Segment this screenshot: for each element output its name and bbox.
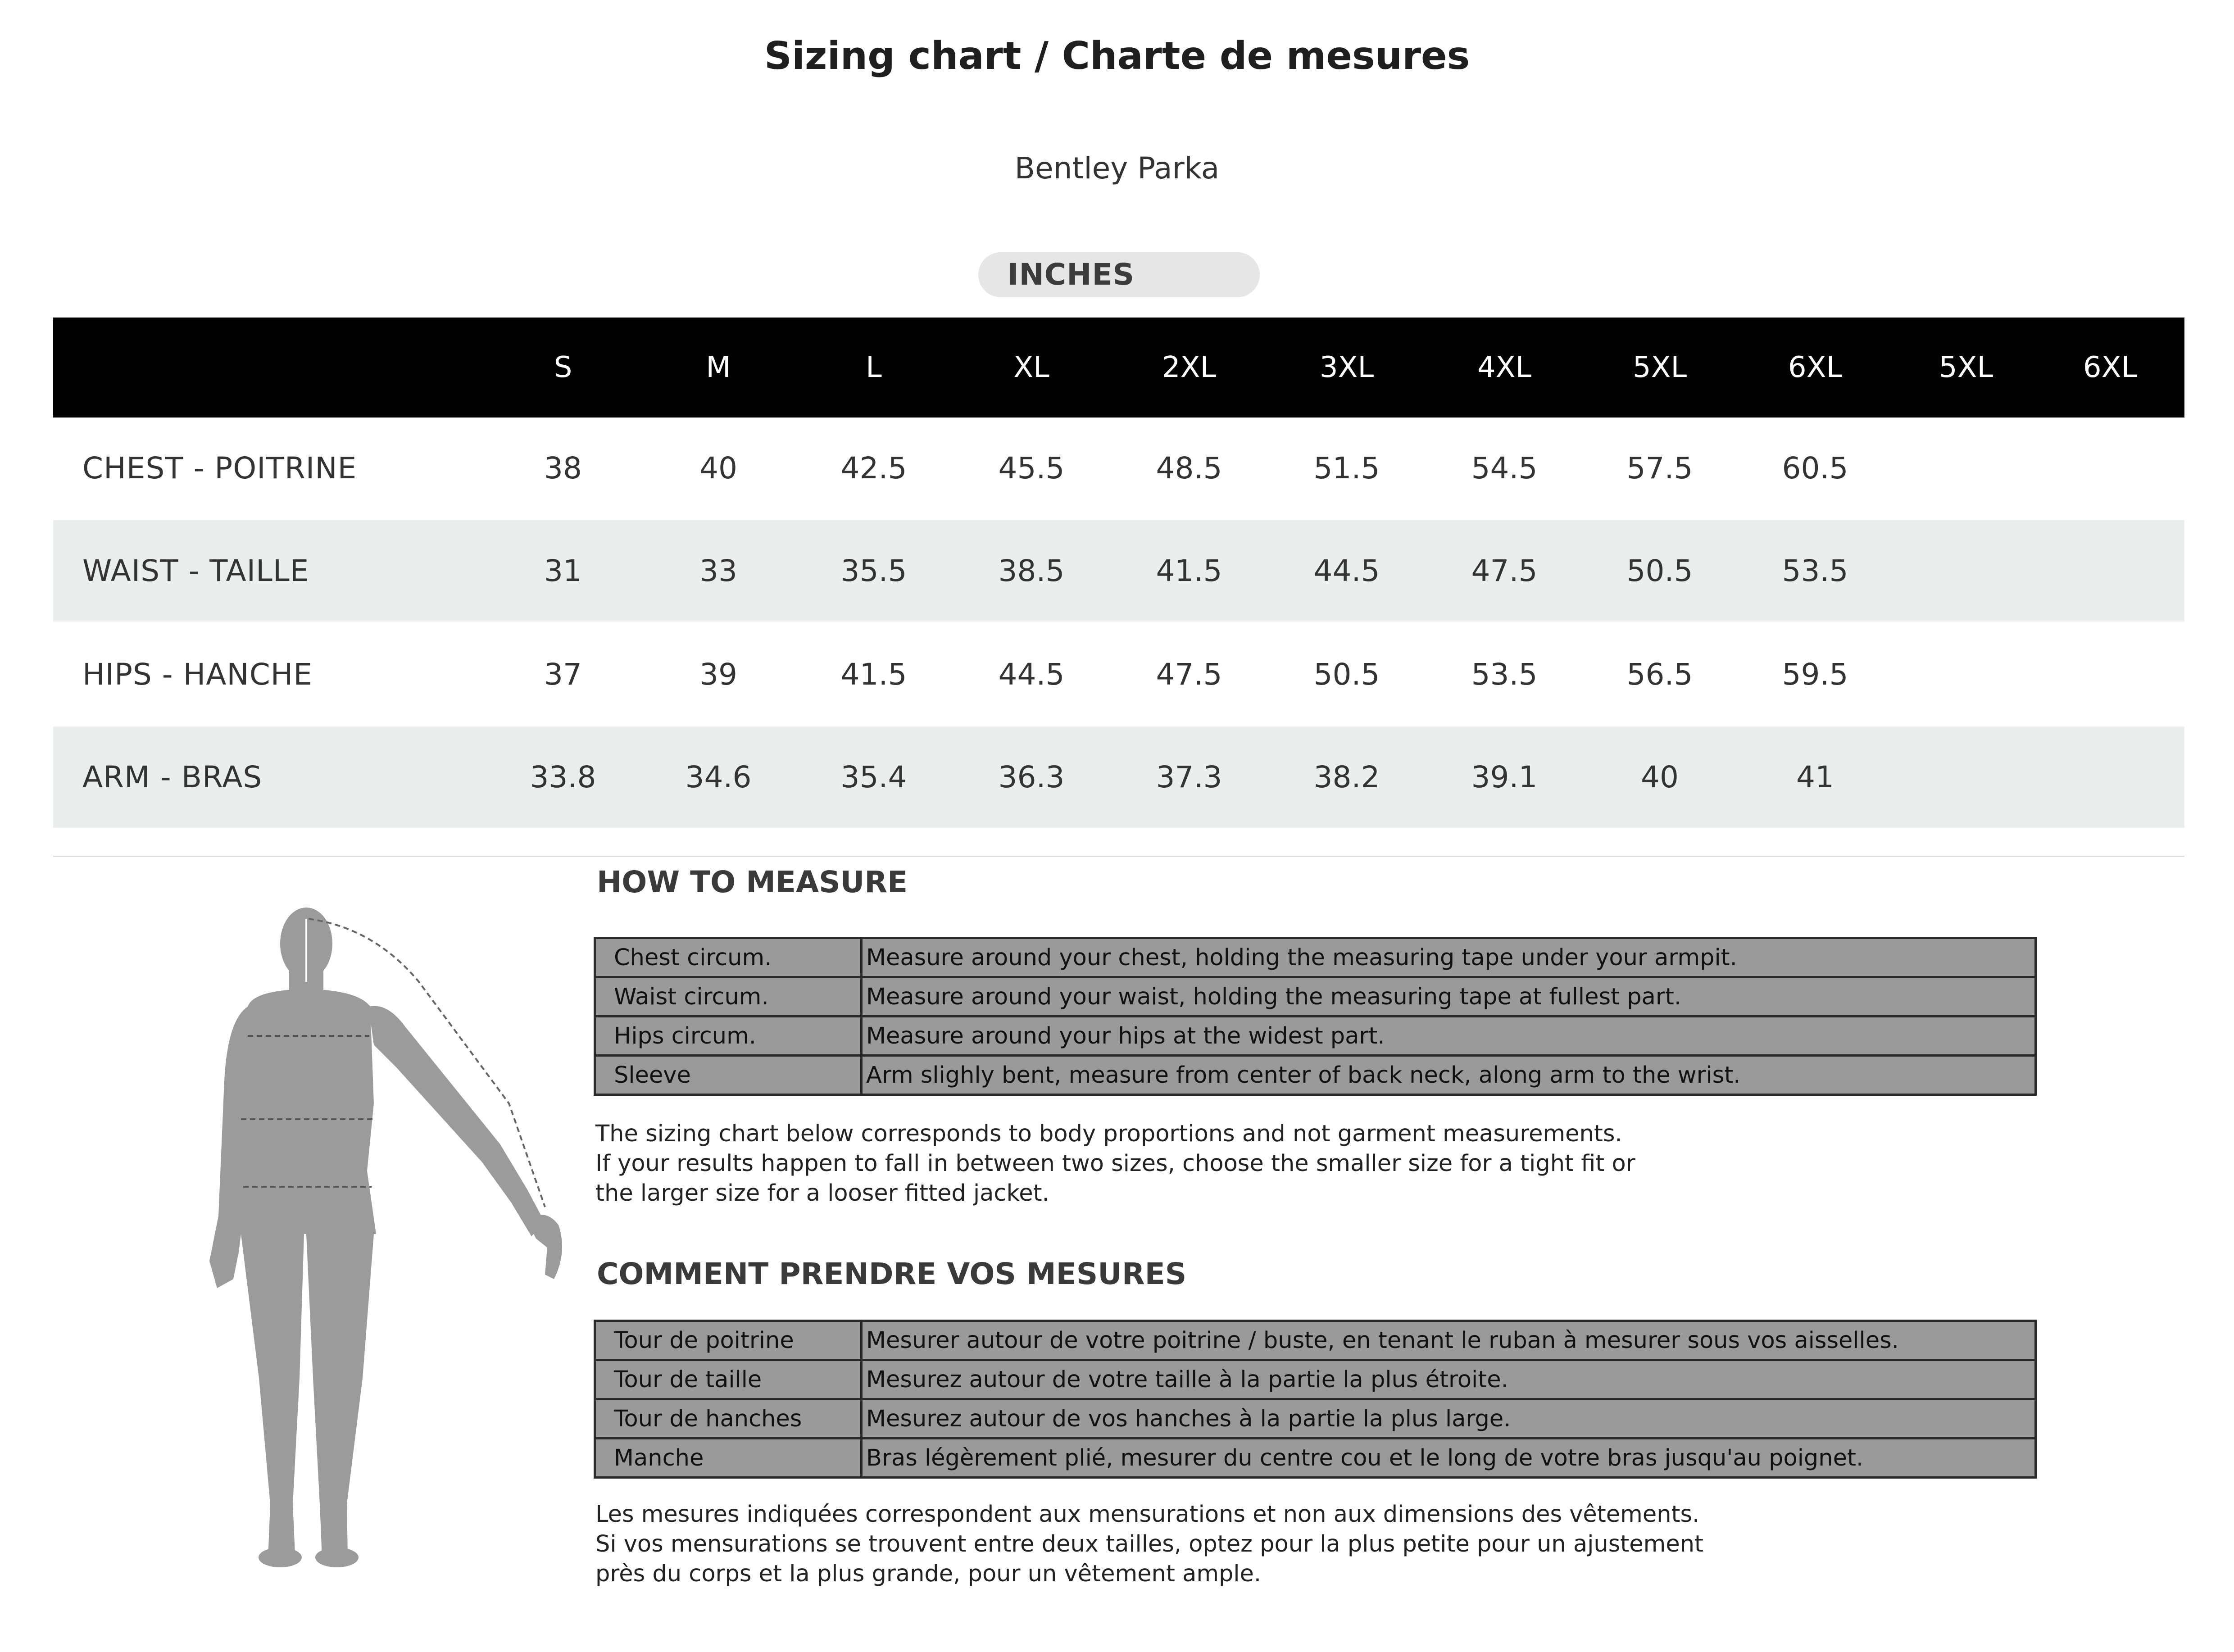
- measure-label: Tour de hanches: [595, 1399, 862, 1439]
- table-cell: 54.5: [1471, 451, 1538, 486]
- table-row: [595, 977, 2036, 1017]
- table-cell: 53.5: [1471, 657, 1538, 692]
- page-title: Sizing chart / Charte de mesures: [764, 34, 1470, 78]
- table-cell: 50.5: [1313, 657, 1380, 692]
- table-cell: 36.3: [998, 760, 1065, 794]
- measure-desc: Measure around your hips at the widest part.: [862, 1017, 2036, 1056]
- table-cell: 47.5: [1471, 554, 1538, 588]
- how-to-measure-title: HOW TO MEASURE: [597, 865, 908, 899]
- table-cell: 41: [1796, 760, 1834, 794]
- row-label-hips: HIPS - HANCHE: [82, 657, 313, 692]
- measure-label: Waist circum.: [595, 977, 862, 1017]
- note-line: près du corps et la plus grande, pour un vêtement ample.: [595, 1561, 1262, 1587]
- table-cell: 44.5: [1313, 554, 1380, 588]
- measure-label: Sleeve: [595, 1056, 862, 1095]
- measure-desc: Mesurer autour de votre poitrine / buste, en tenant le ruban à mesurer sous vos aisselles.: [862, 1321, 2036, 1360]
- table-row-arm: [53, 726, 2184, 828]
- table-row: [595, 938, 2036, 977]
- size-header-6xl-extra: 6XL: [2083, 351, 2138, 384]
- measure-desc: Mesurez autour de votre taille à la partie la plus étroite.: [862, 1360, 2036, 1399]
- table-cell: 59.5: [1782, 657, 1848, 692]
- table-cell: 31: [544, 554, 582, 588]
- row-label-waist: WAIST - TAILLE: [82, 554, 309, 588]
- size-header-4xl: 4XL: [1477, 351, 1532, 384]
- how-to-measure-note: [595, 1119, 1992, 1208]
- table-row: [595, 1017, 2036, 1056]
- how-to-measure-table: [594, 937, 2037, 1096]
- unit-label: INCHES: [1008, 257, 1135, 292]
- table-cell: 33.8: [530, 760, 596, 794]
- table-cell: 38.5: [998, 554, 1065, 588]
- table-cell: 37.3: [1156, 760, 1222, 794]
- measure-desc: Mesurez autour de vos hanches à la partie la plus large.: [862, 1399, 2036, 1439]
- size-header-5xl: 5XL: [1632, 351, 1687, 384]
- size-header-6xl: 6XL: [1788, 351, 1843, 384]
- size-header-s: S: [554, 351, 572, 384]
- table-cell: 45.5: [998, 451, 1065, 486]
- row-label-arm: ARM - BRAS: [82, 760, 263, 794]
- note-line: Les mesures indiquées correspondent aux mensurations et non aux dimensions des vêtements.: [595, 1501, 1700, 1528]
- note-line: If your results happen to fall in between two sizes, choose the smaller size for a tight fit or: [595, 1150, 1635, 1177]
- table-cell: 53.5: [1782, 554, 1848, 588]
- table-row: [595, 1321, 2036, 1360]
- table-cell: 39.1: [1471, 760, 1538, 794]
- product-name: Bentley Parka: [1014, 151, 1220, 186]
- table-row: [595, 1056, 2036, 1095]
- body-measurement-figure-icon: [185, 892, 581, 1594]
- measure-label: Manche: [595, 1439, 862, 1478]
- table-cell: 37: [544, 657, 582, 692]
- table-cell: 33: [699, 554, 737, 588]
- table-cell: 51.5: [1313, 451, 1380, 486]
- table-cell: 41.5: [840, 657, 907, 692]
- table-cell: 60.5: [1782, 451, 1848, 486]
- comment-prendre-note: [595, 1500, 1992, 1589]
- measure-desc: Measure around your chest, holding the measuring tape under your armpit.: [862, 938, 2036, 977]
- section-divider: [53, 856, 2184, 857]
- measure-label: Tour de poitrine: [595, 1321, 862, 1360]
- measure-label: Chest circum.: [595, 938, 862, 977]
- size-header-m: M: [706, 351, 731, 384]
- table-row: [595, 1360, 2036, 1399]
- unit-toggle[interactable]: [978, 252, 1260, 297]
- note-line: Si vos mensurations se trouvent entre deux tailles, optez pour la plus petite pour un ajustement: [595, 1531, 1704, 1557]
- table-cell: 44.5: [998, 657, 1065, 692]
- measure-desc: Arm slighly bent, measure from center of back neck, along arm to the wrist.: [862, 1056, 2036, 1095]
- table-row-hips: [53, 624, 2184, 725]
- table-cell: 56.5: [1626, 657, 1693, 692]
- table-cell: 47.5: [1156, 657, 1222, 692]
- size-header-xl: XL: [1013, 351, 1049, 384]
- table-cell: 48.5: [1156, 451, 1222, 486]
- size-header-2xl: 2XL: [1162, 351, 1217, 384]
- table-cell: 41.5: [1156, 554, 1222, 588]
- measure-label: Tour de taille: [595, 1360, 862, 1399]
- table-cell: 39: [699, 657, 737, 692]
- table-cell: 42.5: [840, 451, 907, 486]
- table-row-waist: [53, 520, 2184, 622]
- table-row: [595, 1439, 2036, 1478]
- measure-desc: Measure around your waist, holding the measuring tape at fullest part.: [862, 977, 2036, 1017]
- note-line: the larger size for a looser fitted jacket.: [595, 1180, 1049, 1207]
- table-row: [595, 1399, 2036, 1439]
- table-cell: 38.2: [1313, 760, 1380, 794]
- size-header-5xl-extra: 5XL: [1939, 351, 1993, 384]
- table-cell: 34.6: [685, 760, 752, 794]
- table-cell: 57.5: [1626, 451, 1693, 486]
- measure-label: Hips circum.: [595, 1017, 862, 1056]
- size-header-l: L: [866, 351, 882, 384]
- size-header-row: [53, 318, 2184, 418]
- comment-prendre-table: [594, 1320, 2037, 1479]
- table-cell: 40: [1641, 760, 1679, 794]
- row-label-chest: CHEST - POITRINE: [82, 451, 357, 486]
- table-cell: 50.5: [1626, 554, 1693, 588]
- table-cell: 38: [544, 451, 582, 486]
- table-cell: 35.4: [840, 760, 907, 794]
- measure-desc: Bras légèrement plié, mesurer du centre cou et le long de votre bras jusqu'au poignet.: [862, 1439, 2036, 1478]
- size-header-3xl: 3XL: [1319, 351, 1374, 384]
- note-line: The sizing chart below corresponds to body proportions and not garment measurements.: [595, 1121, 1622, 1147]
- table-row-chest: [53, 418, 2184, 519]
- table-cell: 35.5: [840, 554, 907, 588]
- table-cell: 40: [699, 451, 737, 486]
- comment-prendre-title: COMMENT PRENDRE VOS MESURES: [597, 1257, 1187, 1291]
